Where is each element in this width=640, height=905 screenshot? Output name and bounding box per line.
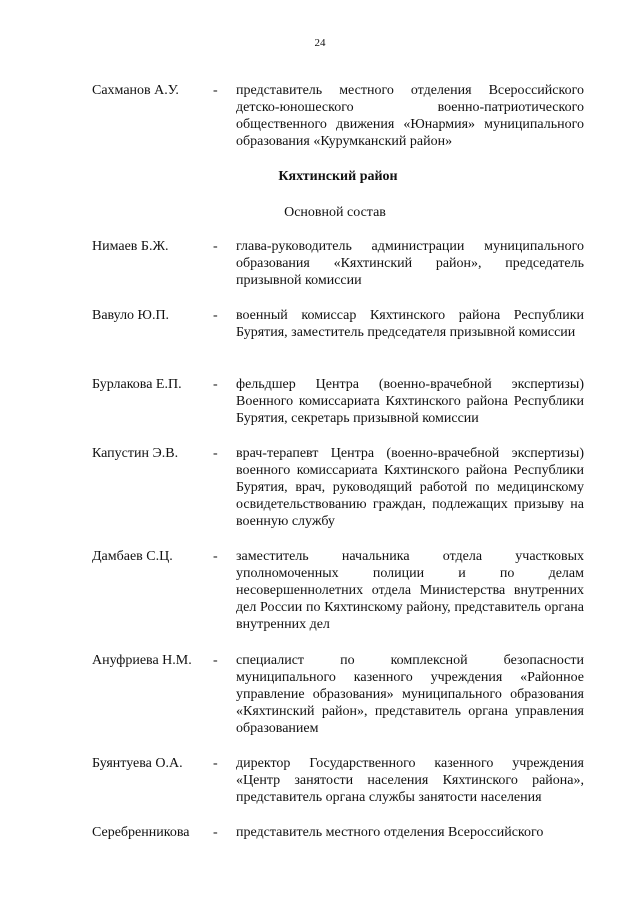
member-name: Ануфриева Н.М. xyxy=(92,653,192,668)
member-description: специалист по комплексной безопасности муниципального казенного учреждения «Районное управление образования» муниципального образования «Кяхтинский район», представитель органа управления образованием xyxy=(236,653,584,736)
member-name: Нимаев Б.Ж. xyxy=(92,239,169,254)
member-entry xyxy=(92,652,584,737)
member-description: директор Государственного казенного учреждения «Центр занятости населения Кяхтинского района», представитель органа службы занятости населения xyxy=(236,756,584,805)
district-title: Кяхтинский район xyxy=(278,169,398,184)
member-entry xyxy=(92,238,584,289)
separator-dash: - xyxy=(213,549,218,564)
separator-dash: - xyxy=(213,377,218,392)
member-name: Буянтуева О.А. xyxy=(92,756,183,771)
separator-dash: - xyxy=(213,83,218,98)
separator-dash: - xyxy=(213,239,218,254)
member-name: Серебренникова xyxy=(92,825,190,840)
member-name: Вавуло Ю.П. xyxy=(92,308,170,323)
separator-dash: - xyxy=(213,653,218,668)
separator-dash: - xyxy=(213,756,218,771)
member-name: Сахманов А.У. xyxy=(92,83,179,98)
separator-dash: - xyxy=(213,308,218,323)
separator-dash: - xyxy=(213,825,218,840)
member-entry xyxy=(92,376,584,427)
separator-dash: - xyxy=(213,446,218,461)
member-description: заместитель начальника отдела участковых уполномоченных полиции и по делам несовершеннолетних отдела Министерства внутренних дел России по Кяхтинскому району, представитель органа внутренних дел xyxy=(236,549,584,632)
member-entry xyxy=(92,307,584,341)
member-entry xyxy=(92,445,584,530)
member-entry xyxy=(92,824,584,841)
member-name: Капустин Э.В. xyxy=(92,446,179,461)
member-name: Бурлакова Е.П. xyxy=(92,377,182,392)
member-name: Дамбаев С.Ц. xyxy=(92,549,173,564)
member-description: глава-руководитель администрации муниципального образования «Кяхтинский район», председатель призывной комиссии xyxy=(236,239,584,288)
subsection-title: Основной состав xyxy=(284,205,386,220)
member-description: военный комиссар Кяхтинского района Республики Бурятия, заместитель председателя призывной комиссии xyxy=(236,308,584,340)
member-description: представитель местного отделения Всероссийского xyxy=(236,825,544,840)
member-entry xyxy=(92,755,584,806)
member-description: представитель местного отделения Всероссийского детско-юношеского военно-патриотического общественного движения «Юнармия» муниципального образования «Курумканский район» xyxy=(236,83,584,149)
page-number: 24 xyxy=(314,37,326,49)
member-entry xyxy=(92,82,584,150)
member-description: фельдшер Центра (военно-врачебной экспертизы) Военного комиссариата Кяхтинского района Республики Бурятия, секретарь призывной комиссии xyxy=(236,377,584,426)
member-description: врач-терапевт Центра (военно-врачебной экспертизы) военного комиссариата Кяхтинского района Республики Бурятия, врач, руководящий работой по медицинскому освидетельствованию граждан, подлежащих призыву на военную службу xyxy=(236,446,584,529)
member-entry xyxy=(92,548,584,633)
